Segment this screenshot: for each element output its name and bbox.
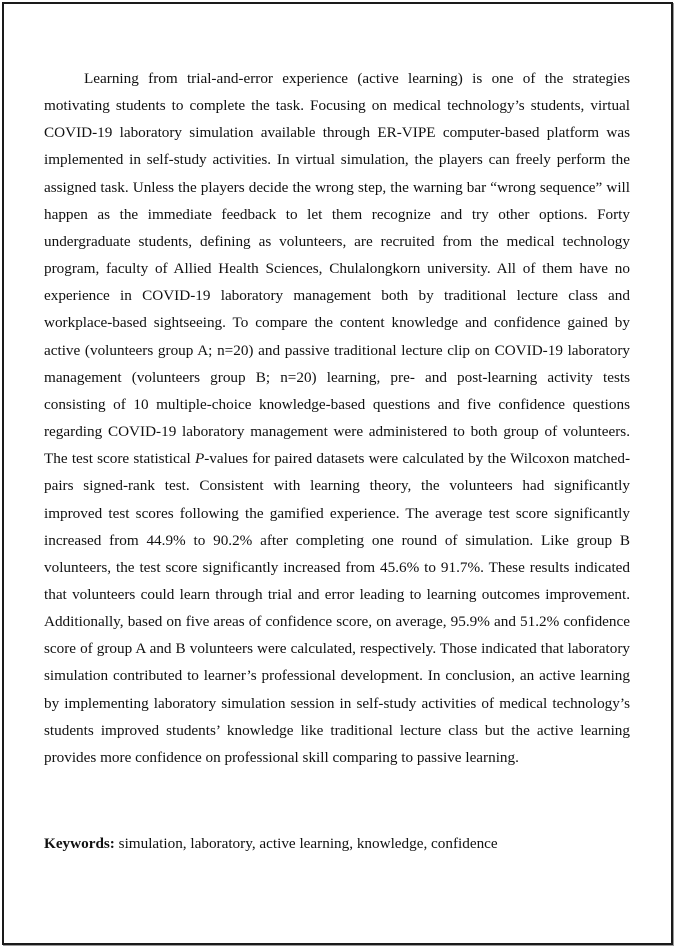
- abstract-text-part1: Learning from trial-and-error experience (active learning) is one of the strategies motivating students to complete the task. Focusing on medical technology’s students, virtual COVID-19 laboratory simulation available through ER-VIPE computer-based platform was implemented in self-study activities. In virtual simulation, the players can freely perform the assigned task. Unless the players decide the wrong step, the warning bar “wrong sequence” will happen as the immediate feedback to let them recognize and try other options. Forty undergraduate students, defining as volunteers, are recruited from the medical technology program, faculty of Allied Health Sciences, Chulalongkorn university. All of them have no experience in COVID-19 laboratory management both by traditional lecture class and workplace-based sightseeing. To compare the content knowledge and confidence gained by active (volunteers group A; n=20) and passive traditional lecture clip on COVID-19 laboratory management (volunteers group B; n=20) learning, pre- and post-learning activity tests consisting of 10 multiple-choice knowledge-based questions and five confidence questions regarding COVID-19 laboratory management were administered to both group of volunteers. The test score statistical: [44, 70, 630, 468]
- keywords-line: [44, 830, 630, 857]
- abstract-text-part2: -values for paired datasets were calculated by the Wilcoxon matched-pairs signed-rank test. Consistent with learning theory, the volunteers had significantly improved test scores following the gamified experience. The average test score significantly increased from 44.9% to 90.2% after completing one round of simulation. Like group B volunteers, the test score significantly increased from 45.6% to 91.7%. These results indicated that volunteers could learn through trial and error leading to learning outcomes improvement. Additionally, based on five areas of confidence score, on average, 95.9% and 51.2% confidence score of group A and B volunteers were calculated, respectively. Those indicated that laboratory simulation contributed to learner’s professional development. In conclusion, an active learning by implementing laboratory simulation session in self-study activities of medical technology’s students improved students’ knowledge like traditional lecture class but the active learning provides more confidence on professional skill comparing to passive learning.: [44, 450, 631, 766]
- keywords-label: Keywords:: [44, 835, 115, 852]
- keywords-values: simulation, laboratory, active learning, knowledge, confidence: [114, 835, 498, 852]
- abstract-paragraph: [44, 65, 630, 771]
- abstract-p-value-italic: P: [194, 450, 205, 468]
